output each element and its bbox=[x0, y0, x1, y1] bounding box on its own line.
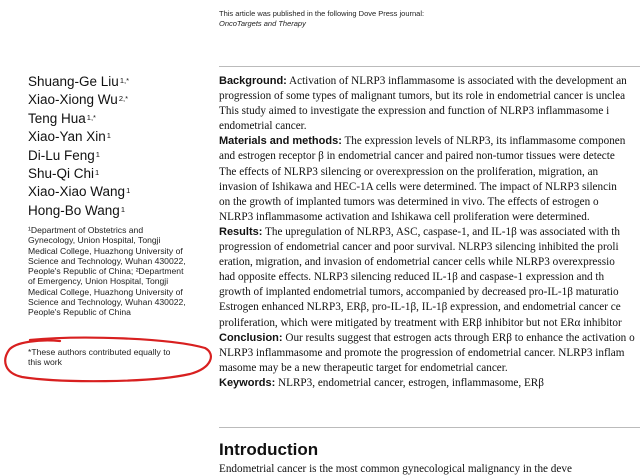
abstract-line bbox=[219, 270, 640, 285]
author-affiliation-mark: 1 bbox=[95, 168, 100, 178]
abstract-line bbox=[219, 165, 640, 180]
abstract-line bbox=[219, 180, 640, 195]
affiliation-line: Gynecology, Union Hospital, Tongji bbox=[28, 235, 161, 246]
hand-drawn-circle-annotation bbox=[0, 336, 215, 384]
author-name bbox=[28, 91, 130, 109]
body-text: Endometrial cancer is the most common gynecological malignancy in the deve bbox=[219, 463, 572, 475]
abstract-text: NLRP3 inflammasome activation and Ishikawa cell proliferation were determined. bbox=[219, 210, 590, 223]
abstract-text: on the growth of implanted tumors was determined in vivo. The effects of estrogen o bbox=[219, 195, 599, 208]
abstract-text: endometrial cancer. bbox=[219, 120, 307, 133]
author-name-text: Xiao-Xiong Wu bbox=[28, 92, 118, 108]
author-name-text: Shuang-Ge Liu bbox=[28, 74, 119, 89]
affiliation-line: Science and Technology, Wuhan 430022, bbox=[28, 297, 186, 308]
affiliation-line: People's Republic of China; ²Department bbox=[28, 266, 184, 277]
author-name bbox=[28, 165, 130, 183]
author-list bbox=[28, 73, 130, 220]
abstract-text: The upregulation of NLRP3, ASC, caspase-1, and IL-1β was associated with th bbox=[265, 225, 620, 238]
abstract-text: This study aimed to investigate the expression and function of NLRP3 inflammasome i bbox=[219, 105, 610, 118]
abstract-line bbox=[219, 149, 640, 164]
abstract-text: Our results suggest that estrogen acts through ERβ to enhance the activation o bbox=[285, 331, 635, 344]
author-affiliation-mark: 1 bbox=[126, 186, 131, 196]
author-affiliation-mark: 1 bbox=[95, 149, 100, 159]
abstract-line bbox=[219, 104, 640, 119]
abstract-line bbox=[219, 240, 640, 255]
affiliation-line: Medical College, Huazhong University of bbox=[28, 245, 183, 256]
abstract-text: and estrogen receptor β in endometrial cancer and paired non-tumor tissues were detecte bbox=[219, 150, 615, 163]
abstract-line bbox=[219, 134, 640, 149]
abstract-line bbox=[219, 331, 640, 346]
author-affiliation-mark: 1 bbox=[106, 131, 111, 141]
abstract-line bbox=[219, 285, 640, 300]
abstract-text: growth of implanted endometrial tumors, accompanied by decreased pro-IL-1β maturatio bbox=[219, 286, 619, 299]
author-name bbox=[28, 202, 130, 220]
abstract-line bbox=[219, 361, 640, 376]
author-name-text: Di-Lu Feng bbox=[28, 147, 95, 163]
abstract bbox=[219, 74, 640, 391]
abstract-text: NLRP3, endometrial cancer, estrogen, inflammasome, ERβ bbox=[278, 376, 544, 389]
abstract-line bbox=[219, 300, 640, 315]
author-name-text: Xiao-Yan Xin bbox=[28, 129, 106, 145]
author-name-text: Teng Hua bbox=[28, 110, 86, 126]
journal-name: OncoTargets and Therapy bbox=[219, 19, 306, 28]
abstract-text: had opposite effects. NLRP3 silencing reduced IL-1β and caspase-1 expression and th bbox=[219, 271, 605, 284]
author-affiliation-mark: 1,* bbox=[119, 76, 130, 85]
abstract-line bbox=[219, 255, 640, 270]
affiliation-line: of Emergency, Union Hospital, Tongji bbox=[28, 276, 169, 287]
abstract-line bbox=[219, 225, 640, 240]
affiliation-line: People's Republic of China bbox=[28, 307, 131, 318]
contribution-line: *These authors contributed equally to bbox=[28, 347, 171, 357]
author-affiliation-mark: 2,* bbox=[118, 94, 128, 104]
author-name-text: Shu-Qi Chi bbox=[28, 166, 95, 182]
author-affiliation-mark: 1 bbox=[120, 204, 125, 214]
abstract-text: NLRP3 inflammasome and promote the progression of endometrial cancer. NLRP3 inflam bbox=[219, 346, 625, 359]
affiliations bbox=[28, 225, 208, 318]
divider bbox=[219, 427, 640, 428]
abstract-line bbox=[219, 74, 640, 89]
abstract-text: Activation of NLRP3 inflammasome is associated with the development an bbox=[289, 75, 627, 87]
abstract-line bbox=[219, 346, 640, 361]
abstract-section-label: Conclusion: bbox=[219, 331, 283, 344]
affiliation-line: Science and Technology, Wuhan 430022, bbox=[28, 255, 186, 266]
section-heading: Introduction bbox=[219, 440, 319, 459]
abstract-text: The expression levels of NLRP3, its inflammasome componen bbox=[344, 135, 626, 148]
abstract-text: proliferation, which were mitigated by treatment with ERβ inhibitor but not ERα inhibitor bbox=[219, 316, 622, 329]
journal-note-line: This article was published in the following Dove Press journal: bbox=[219, 9, 425, 18]
author-name bbox=[28, 147, 130, 165]
abstract-line bbox=[219, 89, 640, 104]
abstract-line bbox=[219, 119, 640, 134]
abstract-section-label: Materials and methods: bbox=[219, 135, 342, 148]
contribution-line: this work bbox=[28, 357, 62, 368]
divider bbox=[219, 66, 640, 67]
affiliation-line: Medical College, Huazhong University of bbox=[28, 286, 183, 297]
abstract-line bbox=[219, 195, 640, 210]
abstract-text: masome may be a new therapeutic target for endometrial cancer. bbox=[219, 361, 508, 374]
abstract-text: The effects of NLRP3 silencing or overexpression on the proliferation, migration, an bbox=[219, 165, 599, 178]
abstract-section-label: Background: bbox=[219, 75, 287, 87]
author-name-text: Xiao-Xiao Wang bbox=[28, 184, 126, 200]
author-name bbox=[28, 110, 130, 128]
abstract-text: progression of some types of malignant tumors, but its role in endometrial cancer is unclea bbox=[219, 90, 626, 103]
abstract-section-label: Keywords: bbox=[219, 376, 276, 389]
abstract-section-label: Results: bbox=[219, 225, 263, 238]
author-name bbox=[28, 128, 130, 146]
abstract-text: invasion of Ishikawa and HEC-1A cells were determined. The impact of NLRP3 silencin bbox=[219, 180, 617, 193]
affiliation-line: ¹Department of Obstetrics and bbox=[28, 225, 144, 235]
author-affiliation-mark: 1,* bbox=[86, 112, 96, 122]
abstract-text: progression of endometrial cancer and poor survival. NLRP3 silencing inhibited the proli bbox=[219, 241, 619, 254]
author-name bbox=[28, 73, 130, 91]
author-name-text: Hong-Bo Wang bbox=[28, 202, 120, 218]
author-name bbox=[28, 183, 130, 201]
journal-note bbox=[219, 9, 424, 29]
abstract-line bbox=[219, 376, 640, 391]
abstract-line bbox=[219, 210, 640, 225]
abstract-text: Estrogen enhanced NLRP3, ERβ, pro-IL-1β, IL-1β expression, and endometrial cancer ce bbox=[219, 301, 621, 314]
abstract-line bbox=[219, 316, 640, 331]
abstract-text: eration, migration, and invasion of endometrial cancer cells while NLRP3 overexpressio bbox=[219, 256, 615, 269]
